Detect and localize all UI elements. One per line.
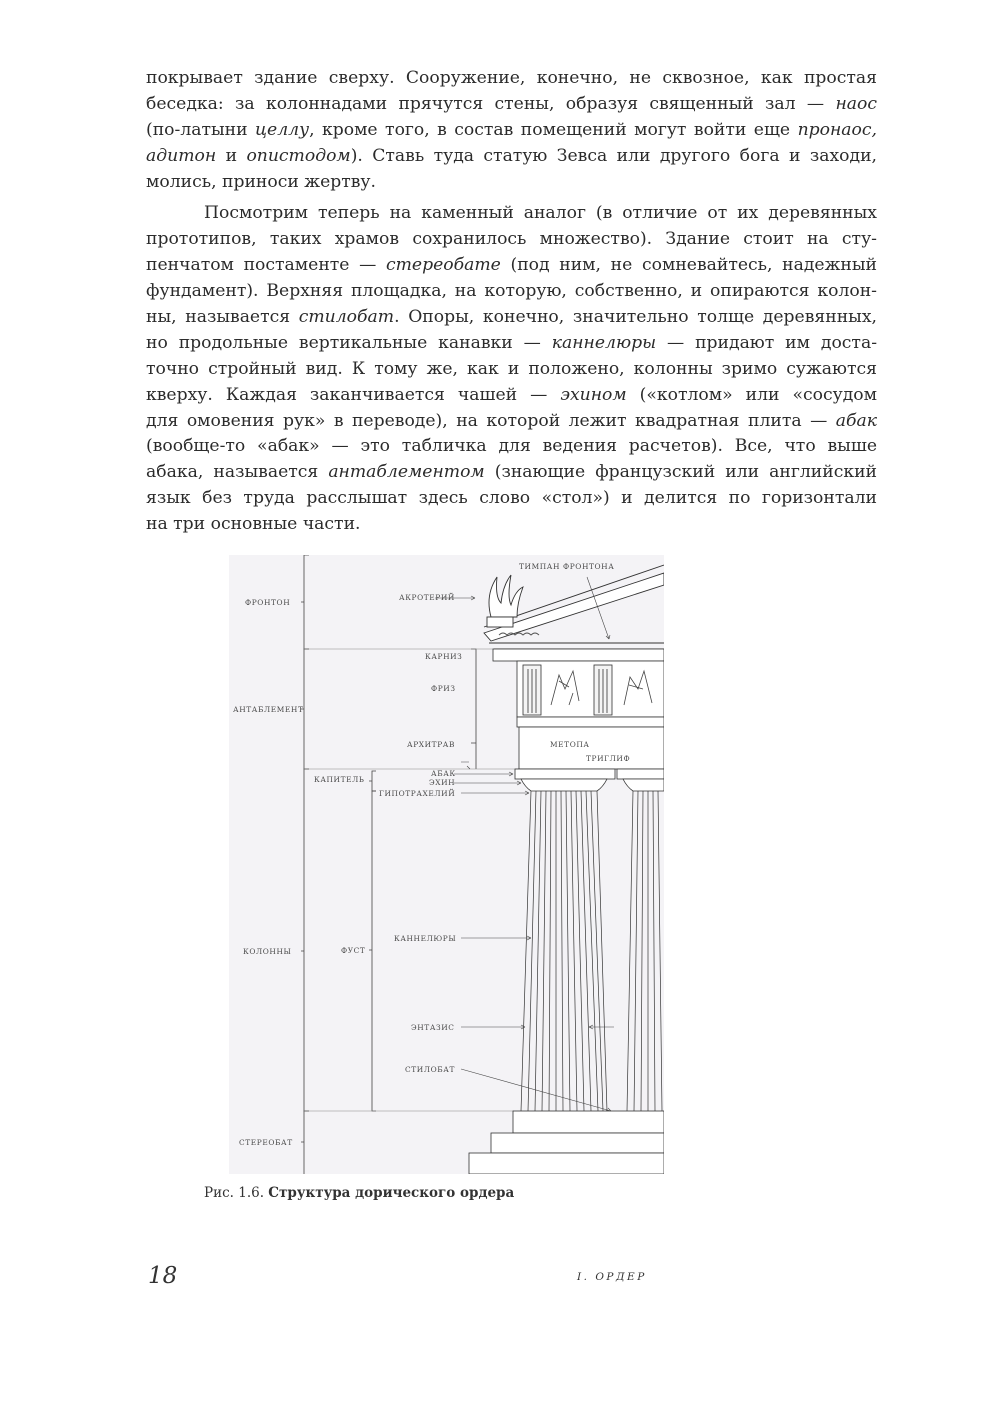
text-line: но продольные вертикальные канавки — каннелюры — придают им доста- <box>146 332 877 353</box>
text-line: Посмотрим теперь на каменный аналог (в отличие от их деревянных <box>204 203 877 224</box>
label-cornice: КАРНИЗ <box>425 652 463 661</box>
text-line: ны, называется стилобат. Опоры, конечно, значительно толще деревянных, <box>146 307 877 328</box>
bracket-capital <box>372 771 376 791</box>
figure-caption <box>204 1185 514 1201</box>
label-triglyph: ТРИГЛИФ <box>586 754 631 763</box>
text-line: (вообще-то «абак» — это табличка для ведения расчетов). Все, что выше <box>146 436 877 457</box>
label-stereobate: СТЕРЕОБАТ <box>239 1138 293 1147</box>
bracket-stereobate <box>304 1111 309 1174</box>
label-metope: МЕТОПА <box>550 740 590 749</box>
page-number: 18 <box>148 1263 178 1289</box>
text-line: фундамент). Верхняя площадка, на которую, собственно, и опираются колон- <box>146 281 877 302</box>
label-columns: КОЛОННЫ <box>243 947 292 956</box>
text-line: молись, приноси жертву. <box>146 171 377 192</box>
text-line: пенчатом постаменте — стереобате (под ним, не сомневайтесь, надежный <box>146 255 877 276</box>
paragraph-2 <box>146 201 877 538</box>
doric-order-figure <box>229 555 664 1174</box>
text-line: прототипов, таких храмов сохранилось множество). Здание стоит на сту- <box>146 229 877 250</box>
label-acroterion: АКРОТЕРИЙ <box>399 593 455 602</box>
label-entablature: АНТАБЛЕМЕНТ <box>233 705 304 714</box>
bracket-fronton <box>304 555 309 649</box>
text-line: абака, называется антаблементом (знающие французский или английский <box>146 462 877 483</box>
label-architrave: АРХИТРАВ <box>407 740 456 749</box>
stereobate-steps <box>469 1111 664 1174</box>
label-fronton: ФРОНТОН <box>245 598 291 607</box>
capitals <box>515 769 664 791</box>
body-text <box>146 66 877 538</box>
label-frieze: ФРИЗ <box>431 684 456 693</box>
bracket-entablature <box>304 649 309 769</box>
bracket-columns <box>304 769 309 1111</box>
text-line: (по-латыни целлу, кроме того, в состав помещений могут войти еще пронаос, <box>146 119 877 140</box>
text-line: язык без труда расслышат здесь слово «стол») и делится по горизонтали <box>146 488 877 509</box>
pediment <box>484 565 664 649</box>
doric-order-diagram <box>229 555 664 1174</box>
text-line: на три основные части. <box>146 514 361 535</box>
caption-prefix: Рис. 1.6. <box>204 1185 264 1201</box>
label-abacus: АБАК <box>431 769 456 778</box>
label-entasis: ЭНТАЗИС <box>411 1023 455 1032</box>
caption-title: Структура дорического ордера <box>268 1185 515 1201</box>
label-echinus: ЭХИН <box>429 778 456 787</box>
text-line: для омовения рук» в переводе), на которой лежит квадратная плита — абак <box>146 410 877 431</box>
running-head: I. ОРДЕР <box>577 1271 647 1283</box>
label-tympanum: ТИМПАН ФРОНТОНА <box>519 562 615 571</box>
label-capital: КАПИТЕЛЬ <box>314 775 365 784</box>
paragraph-1 <box>146 66 877 195</box>
text-line: кверху. Каждая заканчивается чашей — эхином («котлом» или «сосудом <box>146 384 878 405</box>
label-flutes: КАННЕЛЮРЫ <box>394 934 457 943</box>
text-line: беседка: за колоннадами прячутся стены, образуя священный зал — наос <box>146 93 877 114</box>
column-shafts <box>521 791 662 1111</box>
label-shaft: ФУСТ <box>341 946 366 955</box>
text-line: покрывает здание сверху. Сооружение, конечно, не сквозное, как простая <box>146 68 877 88</box>
text-line: адитон и опистодом). Ставь туда статую Зевса или другого бога и заходи, <box>146 145 877 166</box>
bracket-shaft <box>372 791 376 1111</box>
entablature-drawing <box>493 649 664 769</box>
text-line: точно стройный вид. К тому же, как и положено, колонны зримо сужаются <box>146 358 877 379</box>
label-hypotrachelion: ГИПОТРАХЕЛИЙ <box>379 789 456 798</box>
label-stylobate: СТИЛОБАТ <box>405 1065 456 1074</box>
